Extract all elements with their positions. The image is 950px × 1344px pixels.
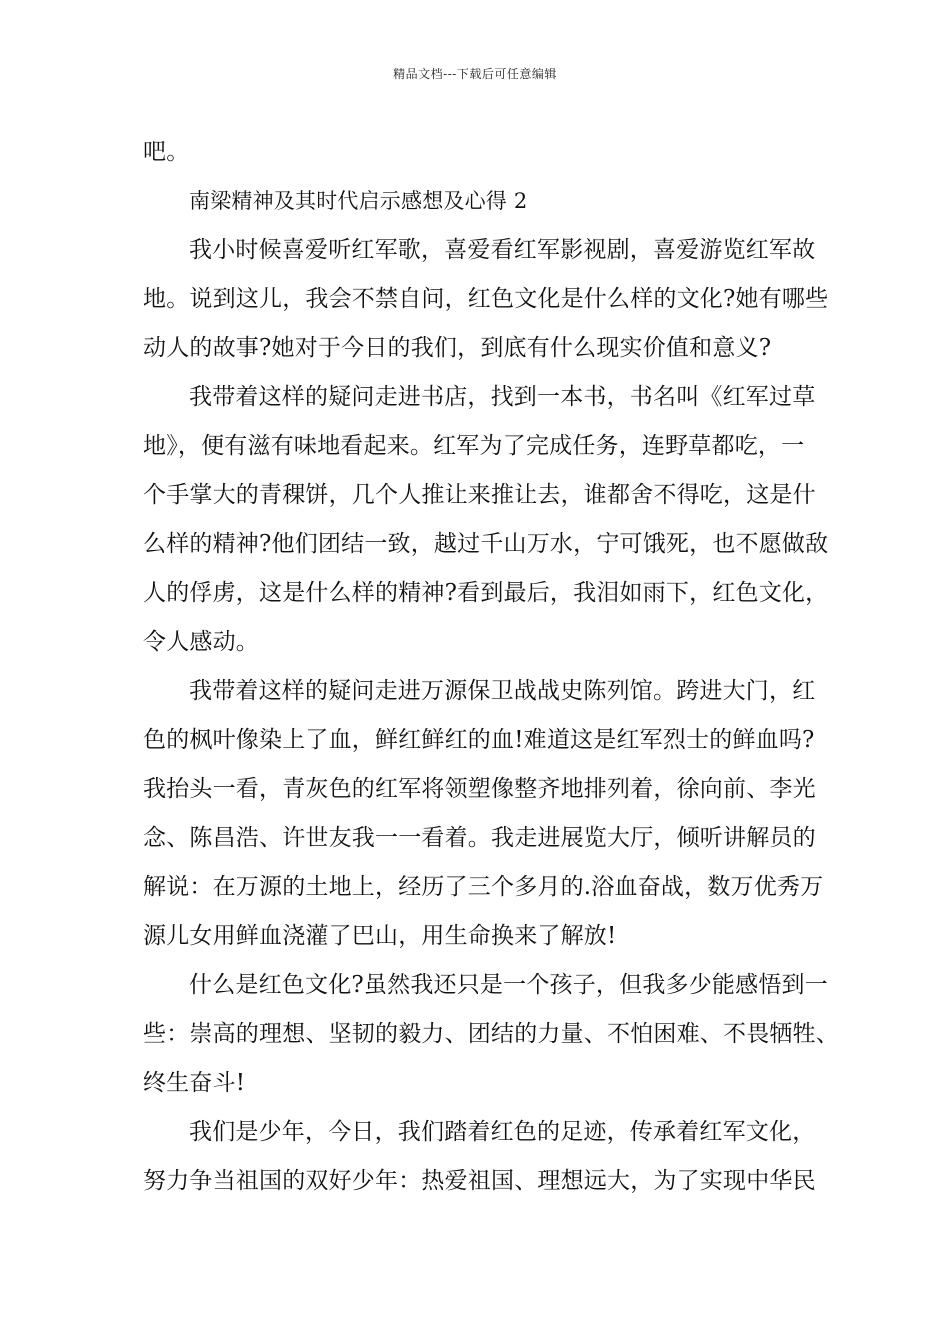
text-line: 什么是红色文化?虽然我还只是一个孩子，但我多少能感悟到一 — [189, 972, 828, 998]
text-line: 我带着这样的疑问走进书店，找到一本书，书名叫《红军过草 — [189, 384, 816, 410]
text-line: 解说：在万源的土地上，经历了三个多月的.浴血奋战，数万优秀万 — [143, 874, 824, 900]
text-line: 源儿女用鲜血浇灌了巴山，用生命换来了解放! — [143, 923, 617, 949]
text-line: 我们是少年，今日，我们踏着红色的足迹，传承着红军文化， — [189, 1119, 816, 1145]
document-body — [143, 128, 839, 1206]
text-line: 个手掌大的青稞饼，几个人推让来推让去，谁都舍不得吃，这是什 — [143, 482, 816, 508]
text-line: 吧。 — [143, 139, 190, 165]
text-line: 地》，便有滋有味地看起来。红军为了完成任务，连野草都吃，一 — [143, 433, 805, 459]
text-line: 终生奋斗! — [143, 1070, 246, 1096]
text-line: 些：崇高的理想、坚韧的毅力、团结的力量、不怕困难、不畏牺牲、 — [143, 1021, 839, 1047]
text-line: 令人感动。 — [143, 629, 259, 655]
text-line: 我小时候喜爱听红军歌，喜爱看红军影视剧，喜爱游览红军故 — [189, 237, 816, 263]
text-line: 么样的精神?他们团结一致，越过千山万水，宁可饿死，也不愿做敌 — [143, 531, 829, 557]
text-line: 人的俘虏，这是什么样的精神?看到最后，我泪如雨下，红色文化， — [143, 580, 829, 606]
page-header: 精品文档---下载后可任意编辑 — [393, 67, 557, 81]
text-line: 地。说到这儿，我会不禁自问，红色文化是什么样的文化?她有哪些 — [143, 286, 829, 312]
text-line: 我带着这样的疑问走进万源保卫战战史陈列馆。跨进大门，红 — [189, 678, 816, 704]
text-line: 色的枫叶像染上了血，鲜红鲜红的血!难道这是红军烈士的鲜血吗? — [143, 727, 815, 753]
text-line: 念、陈昌浩、许世友我一一看着。我走进展览大厅，倾听讲解员的 — [143, 825, 816, 851]
text-line: 我抬头一看，青灰色的红军将领塑像整齐地排列着，徐向前、李光 — [143, 776, 816, 802]
text-line: 努力争当祖国的双好少年：热爱祖国、理想远大，为了实现中华民 — [143, 1168, 816, 1194]
text-line: 动人的故事?她对于今日的我们，到底有什么现实价值和意义? — [143, 335, 772, 361]
section-heading: 南梁精神及其时代启示感想及心得 2 — [189, 189, 528, 213]
